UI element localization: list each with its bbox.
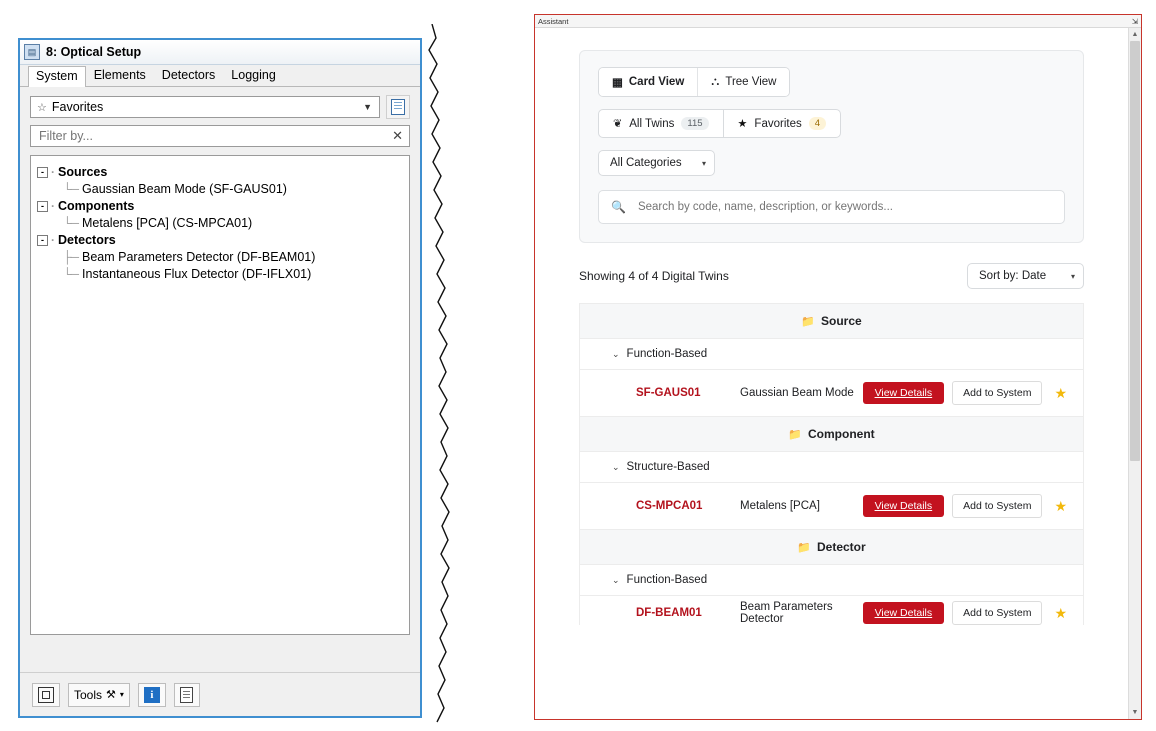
twin-name: Metalens [PCA] (740, 500, 820, 512)
tree-node-label: Sources (58, 165, 108, 179)
all-twins-pill[interactable] (598, 109, 724, 138)
optical-setup-window (18, 38, 422, 718)
subsection-title: Function-Based (626, 574, 708, 586)
subsection-function-based-source[interactable] (579, 338, 1084, 369)
add-to-system-button[interactable]: Add to System (952, 381, 1042, 405)
chevron-down-icon: ▼ (363, 102, 372, 112)
tools-icon: ⚒ (106, 689, 116, 701)
favorites-count: 4 (809, 117, 826, 130)
search-icon: 🔍 (611, 200, 626, 214)
report-button[interactable] (174, 683, 200, 707)
tab-elements[interactable]: Elements (93, 68, 146, 82)
tree-item-label: Instantaneous Flux Detector (DF-IFLX01) (82, 267, 312, 281)
tree-connector: ├─ (63, 250, 79, 264)
twin-code: DF-BEAM01 (636, 607, 702, 619)
system-panel-body (20, 87, 420, 635)
twin-code: CS-MPCA01 (636, 500, 703, 512)
sort-select-value: Sort by: Date (979, 270, 1047, 282)
clear-filter-icon[interactable]: ✕ (392, 128, 403, 143)
assistant-header (535, 15, 1141, 28)
subsection-function-based-detector[interactable] (579, 564, 1084, 595)
section-header-detector (579, 529, 1084, 564)
chevron-down-icon: ⌄ (612, 348, 620, 359)
subsection-title: Structure-Based (626, 461, 710, 473)
tree-item-label: Metalens [PCA] (CS-MPCA01) (82, 216, 253, 230)
assistant-scrollbar[interactable] (1128, 28, 1141, 719)
tree-connector: · (51, 199, 55, 213)
folder-icon: 📁 (797, 542, 811, 554)
assistant-title: Assistant (538, 16, 569, 26)
tree-item-label: Beam Parameters Detector (DF-BEAM01) (82, 250, 316, 264)
expander-icon[interactable]: - (37, 235, 48, 246)
tree-item-cs-mpca01[interactable] (37, 215, 403, 232)
view-details-button[interactable]: View Details (863, 382, 945, 404)
filter-pill-group (598, 109, 1065, 138)
favorites-row (30, 95, 410, 119)
tabstrip (20, 65, 420, 87)
page-icon (180, 687, 193, 703)
tree-node-components[interactable] (37, 198, 403, 215)
table-row[interactable] (579, 369, 1084, 416)
grid-button[interactable] (32, 683, 60, 707)
section-header-component (579, 416, 1084, 451)
scrollbar-thumb[interactable] (1130, 41, 1140, 461)
search-bar[interactable] (598, 190, 1065, 224)
favorite-star-icon[interactable]: ★ (1054, 384, 1067, 401)
twin-name: Beam Parameters Detector (740, 601, 833, 625)
view-toggle-group (598, 67, 790, 97)
expander-icon[interactable]: - (37, 201, 48, 212)
tree-node-sources[interactable] (37, 164, 403, 181)
star-icon: ★ (737, 118, 748, 130)
search-input[interactable] (636, 200, 1052, 214)
tab-detectors[interactable]: Detectors (161, 68, 216, 82)
star-icon: ☆ (37, 101, 47, 114)
category-select-value: All Categories (610, 157, 682, 169)
favorites-label: Favorites (754, 117, 802, 130)
add-to-system-button[interactable]: Add to System (952, 494, 1042, 518)
results-row (579, 263, 1084, 289)
results-count: Showing 4 of 4 Digital Twins (579, 269, 729, 283)
window-title: 8: Optical Setup (46, 45, 142, 59)
add-to-system-button[interactable]: Add to System (952, 601, 1042, 625)
system-tree[interactable] (30, 155, 410, 635)
info-button[interactable] (138, 683, 166, 707)
optical-setup-icon: ▤ (24, 44, 40, 60)
tree-view-button[interactable] (698, 68, 789, 96)
tree-node-label: Components (58, 199, 135, 213)
tree-connector: └─ (63, 267, 79, 281)
section-title: Source (821, 314, 862, 328)
table-row[interactable] (579, 482, 1084, 529)
tree-item-df-beam01[interactable] (37, 249, 403, 266)
twin-code: SF-GAUS01 (636, 387, 701, 399)
card-view-label: Card View (628, 76, 685, 88)
folder-icon: 📁 (801, 316, 815, 328)
favorite-star-icon[interactable]: ★ (1054, 497, 1067, 514)
assistant-content (535, 28, 1128, 719)
tree-connector: └─ (63, 182, 79, 196)
chevron-down-icon: ⌄ (612, 461, 620, 472)
tree-connector: · (51, 165, 55, 179)
tab-system[interactable]: System (28, 66, 86, 87)
sort-select[interactable] (967, 263, 1084, 289)
card-view-button[interactable] (599, 68, 698, 96)
subsection-title: Function-Based (626, 348, 708, 360)
scroll-down-button[interactable]: ▼ (1129, 706, 1141, 719)
view-details-button[interactable]: View Details (863, 602, 945, 624)
window-titlebar (20, 40, 420, 65)
tree-item-df-iflx01[interactable] (37, 266, 403, 283)
info-icon: i (144, 687, 160, 703)
tools-label: Tools (74, 687, 103, 702)
new-document-button[interactable] (386, 95, 410, 119)
bottom-toolbar (20, 672, 420, 716)
hierarchy-icon: ⛬ (711, 75, 720, 88)
tab-logging[interactable]: Logging (231, 68, 276, 82)
section-header-source (579, 303, 1084, 338)
favorites-combobox[interactable] (30, 96, 380, 118)
subsection-structure-based[interactable] (579, 451, 1084, 482)
expander-icon[interactable]: - (37, 167, 48, 178)
twin-name: Gaussian Beam Mode (740, 387, 854, 399)
tree-connector: └─ (63, 216, 79, 230)
chevron-down-icon: ▾ (701, 158, 706, 168)
grid-icon (38, 687, 54, 703)
controls-card (579, 50, 1084, 243)
torn-edge-decoration (420, 24, 452, 724)
tree-node-detectors[interactable] (37, 232, 403, 249)
favorites-pill[interactable] (724, 109, 841, 138)
scroll-up-button[interactable]: ▲ (1129, 28, 1141, 41)
filter-input-wrapper[interactable] (30, 125, 410, 147)
view-details-button[interactable]: View Details (863, 495, 945, 517)
tree-item-sf-gaus01[interactable] (37, 181, 403, 198)
tree-view-label: Tree View (725, 76, 777, 88)
assistant-panel (534, 14, 1142, 720)
section-title: Detector (817, 540, 866, 554)
section-title: Component (808, 427, 875, 441)
grid-icon: ▦ (612, 77, 623, 89)
favorite-star-icon[interactable]: ★ (1054, 604, 1067, 621)
layers-icon: ❦ (613, 118, 623, 130)
tools-button[interactable] (68, 683, 130, 707)
chevron-down-icon: ⌄ (612, 574, 620, 585)
tree-connector: · (51, 233, 55, 247)
chevron-down-icon: ▾ (119, 690, 124, 699)
assistant-inner (535, 28, 1128, 625)
pin-icon[interactable]: ⇲ (1131, 16, 1138, 26)
filter-input[interactable] (37, 128, 390, 144)
all-twins-label: All Twins (629, 117, 675, 130)
category-select[interactable] (598, 150, 715, 176)
chevron-down-icon: ▾ (1070, 271, 1075, 281)
tree-node-label: Detectors (58, 233, 116, 247)
folder-icon: 📁 (788, 429, 803, 441)
all-twins-count: 115 (681, 117, 708, 130)
favorites-combobox-value: Favorites (51, 100, 104, 114)
document-icon (391, 99, 405, 115)
table-row[interactable] (579, 595, 1084, 625)
tree-item-label: Gaussian Beam Mode (SF-GAUS01) (82, 182, 287, 196)
